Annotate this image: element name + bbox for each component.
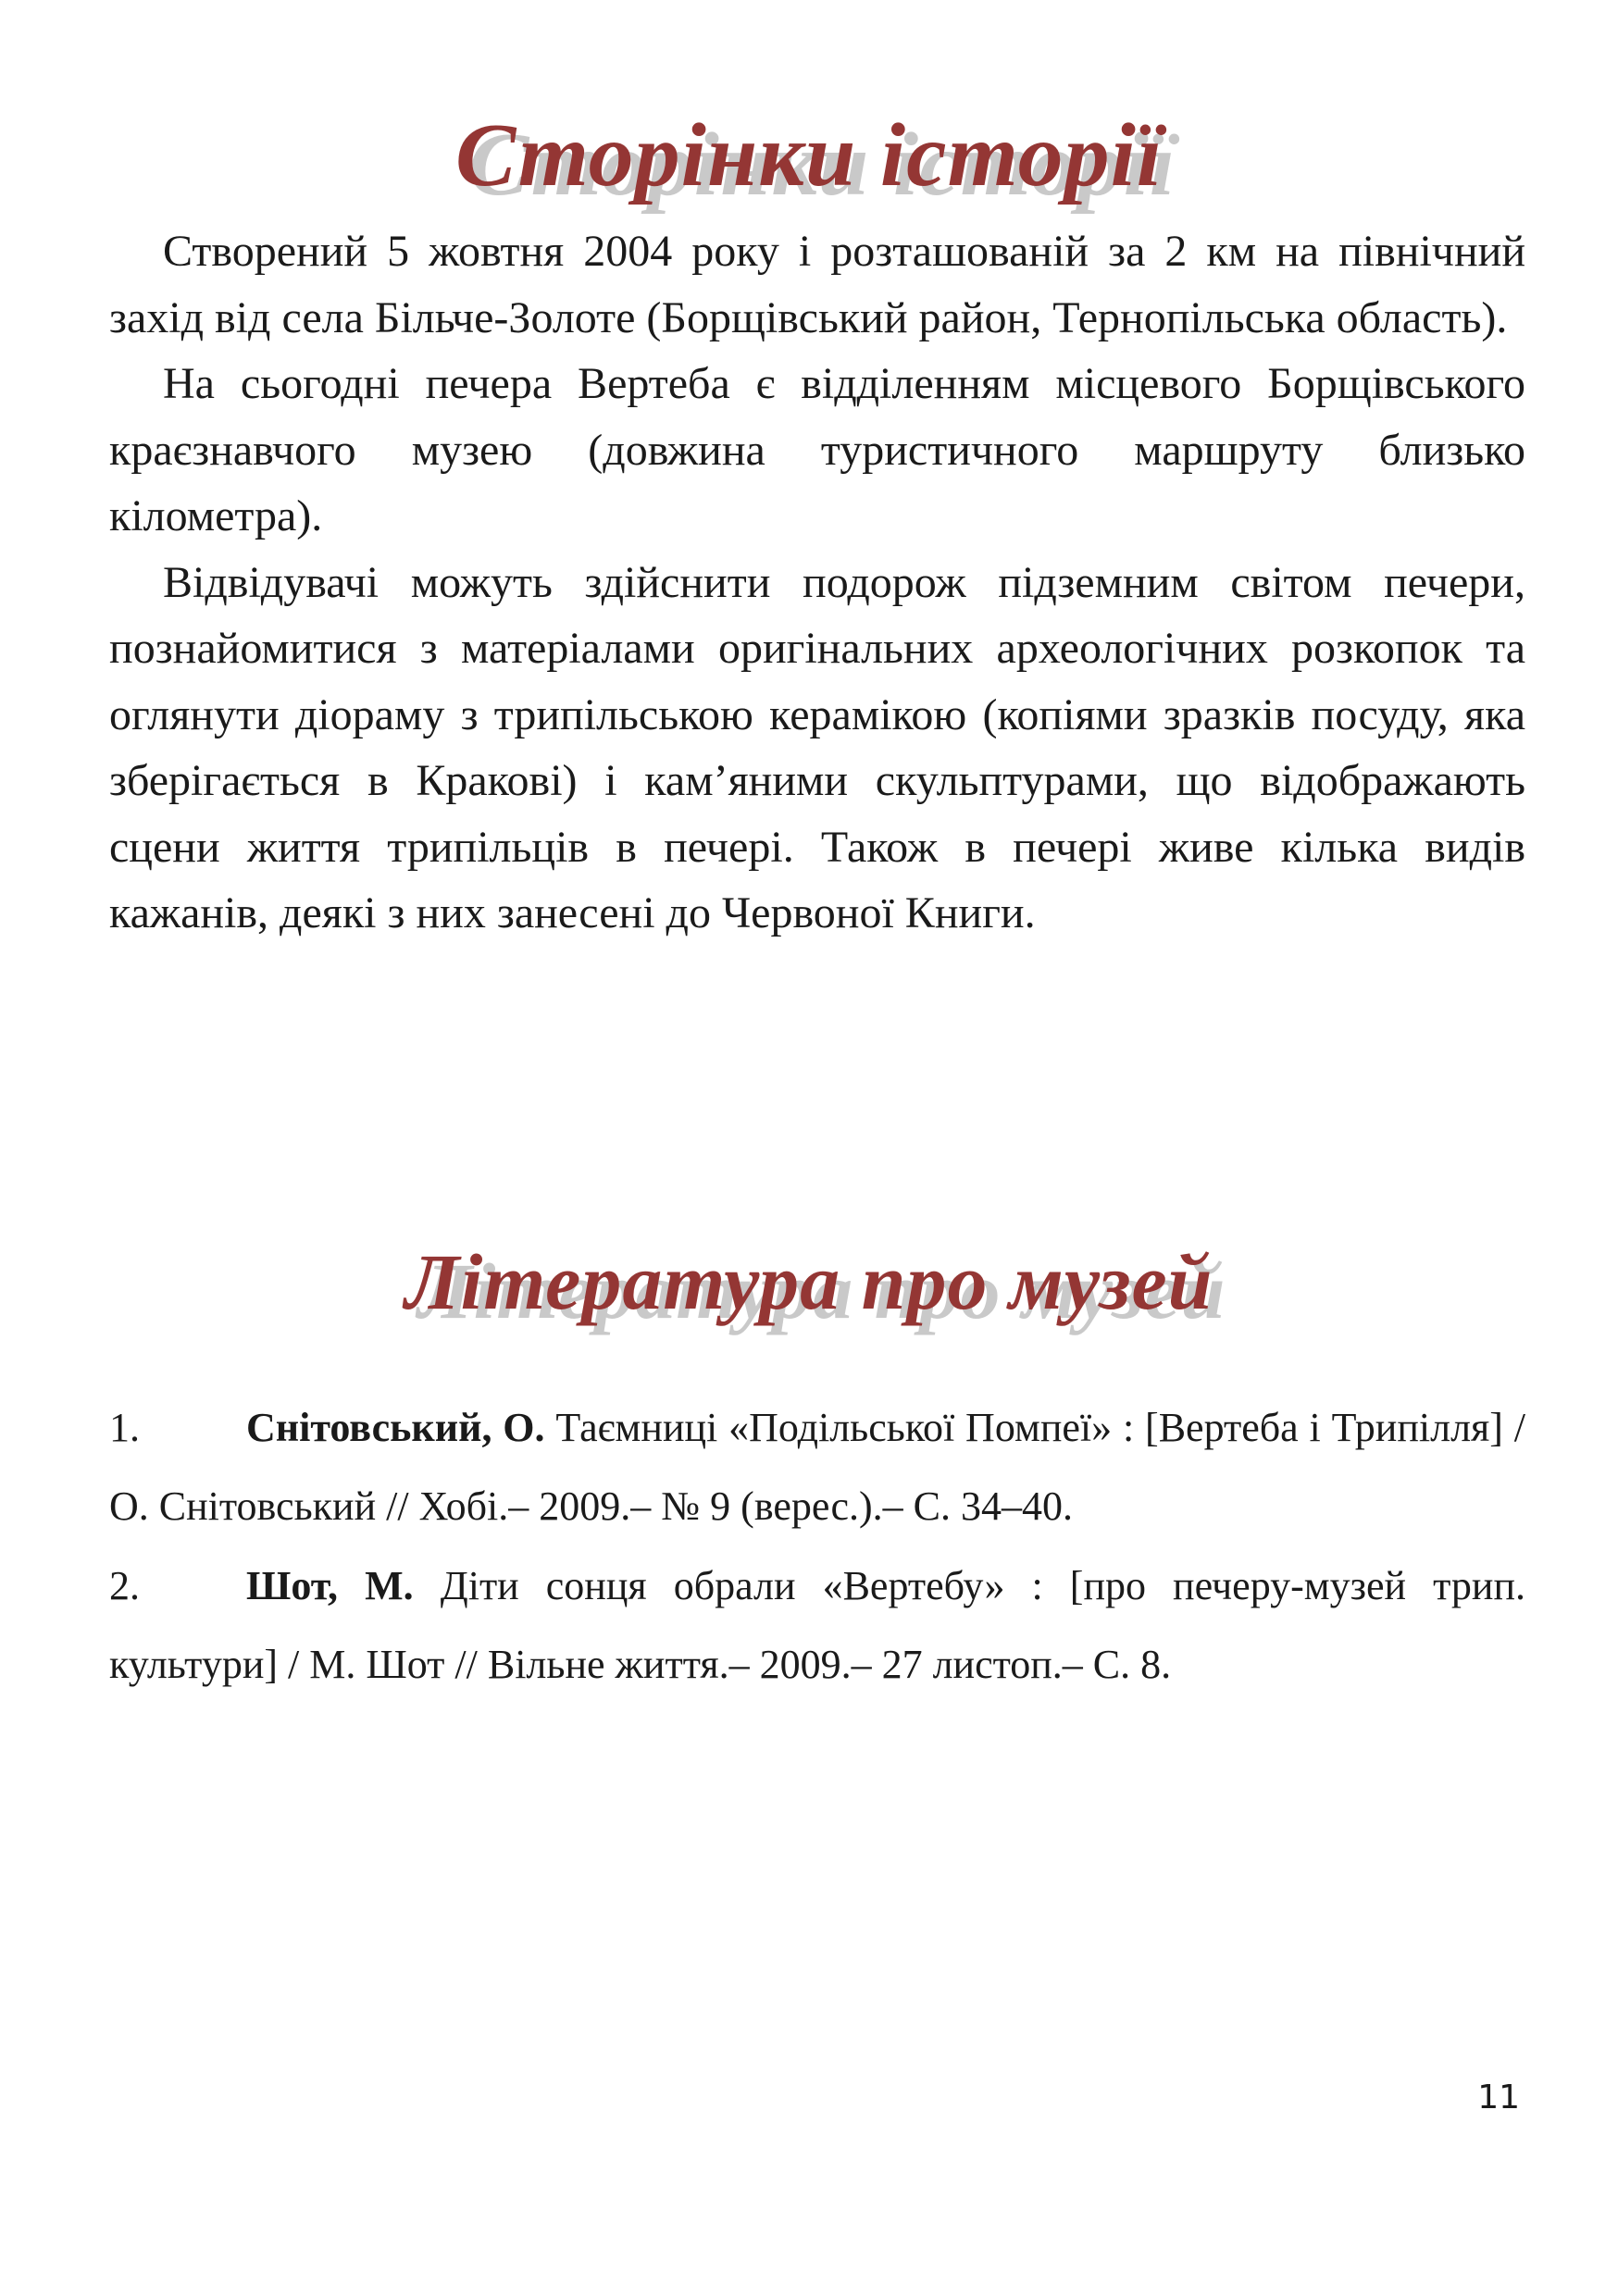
reference-list [109, 1388, 1525, 1705]
reference-item [109, 1388, 1525, 1545]
history-body [109, 218, 1525, 947]
reference-number: 1. [109, 1405, 140, 1450]
paragraph-visitors: Відвідувачі можуть здійснити подорож підземним світом печери, познайомитися з матеріалами оригінальних археологічних розкопок та оглянути діораму з трипільською керамікою (копіями зразків посуду, яка зберігається в Кракові) і кам’яними скульптурами, що відображають сцени життя трипільців в печері. Також в печері живе кілька видів кажанів, деякі з них занесені до Червоної Книги. [109, 557, 1525, 937]
reference-text: Діти сонця обрали «Вертебу» : [про печеру-музей трип. культури] / М. Шот // Вільне життя.– 2009.– 27 листоп.– С. 8. [109, 1563, 1525, 1687]
section-title-history: Сторінки історії [454, 105, 1164, 205]
reference-author: Снітовський, О. [246, 1405, 545, 1450]
section-title-literature: Література про музей [404, 1237, 1214, 1326]
page-number: 11 [1477, 2079, 1520, 2116]
reference-text: Таємниці «Подільської Помпеї» : [Вертеба і Трипілля] / О. Снітовський // Хобі.– 2009.– № 9 (верес.).– С. 34–40. [109, 1405, 1525, 1529]
paragraph-founding: Створений 5 жовтня 2004 року і розташованій за 2 км на північний захід від села Більче-Золоте (Борщівський район, Тернопільська область). [109, 227, 1525, 342]
reference-author: Шот, М. [246, 1563, 414, 1608]
reference-item [109, 1546, 1525, 1704]
reference-number: 2. [109, 1563, 140, 1608]
paragraph-museum-branch: На сьогодні печера Вертеба є відділенням місцевого Борщівського краєзнавчого музею (довжина туристичного маршруту близько кілометра). [109, 359, 1525, 540]
